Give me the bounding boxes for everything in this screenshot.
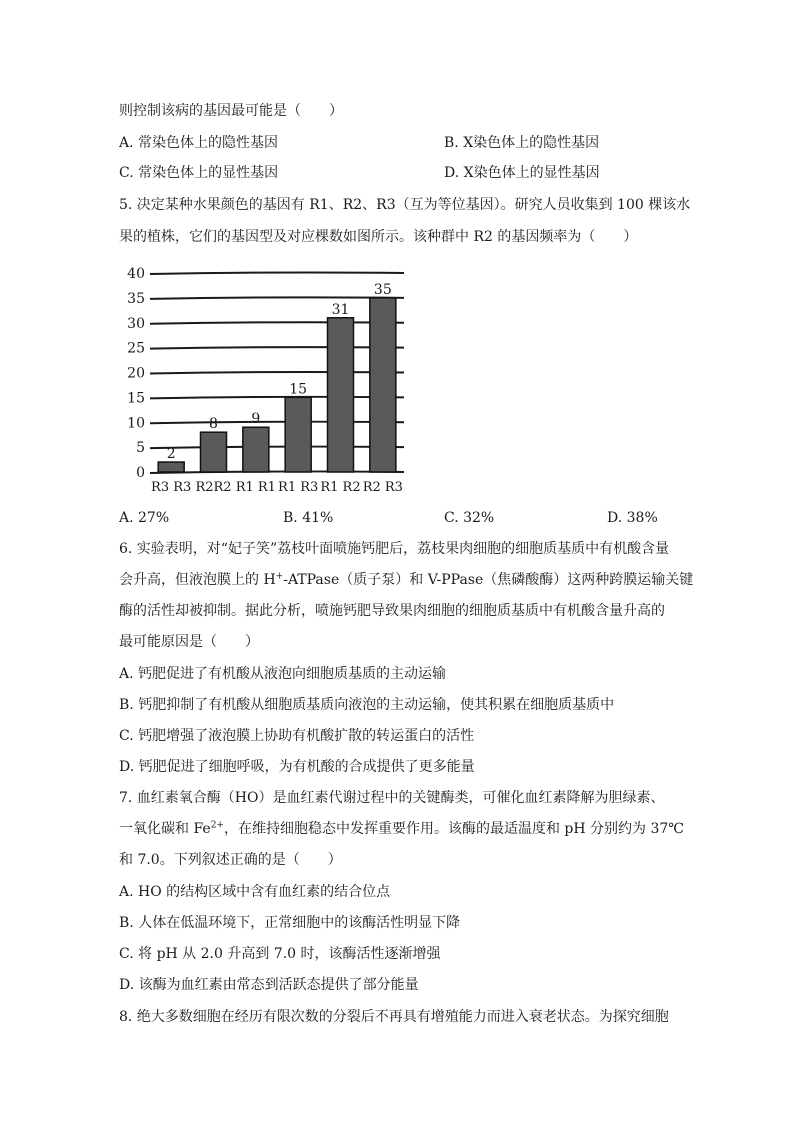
bar-value-label: 8 — [209, 416, 218, 433]
x-tick-label: R2 R3 — [362, 480, 403, 495]
chart-x-ticks — [151, 480, 403, 495]
q7-option-c: C. 将 pH 从 2.0 升高到 7.0 时，该酶活性逐渐增强 — [119, 946, 441, 962]
q6-stem-line1: 6. 实验表明，对“妃子笑”荔枝叶面喷施钙肥后，荔枝果肉细胞的细胞质基质中有机酸含量 — [119, 541, 670, 557]
gridline — [150, 471, 404, 473]
q4-option-a: A. 常染色体上的隐性基因 — [119, 135, 279, 151]
gridline — [150, 297, 404, 299]
q7-stem-line2 — [119, 819, 684, 839]
q6-option-b: B. 钙肥抑制了有机酸从细胞质基质向液泡的主动运输，使其积累在细胞质基质中 — [119, 697, 615, 713]
q4-option-b: B. X染色体上的隐性基因 — [444, 135, 600, 151]
q7-stem-line2-part1: 一氧化碳和 Fe — [119, 821, 211, 837]
q7-stem-line1: 7. 血红素氧合酶（HO）是血红素代谢过程中的关键酶类，可催化血红素降解为胆绿素、 — [119, 790, 665, 806]
gridline — [150, 397, 404, 399]
chart-bar — [201, 432, 227, 472]
q6-stem-line2 — [119, 570, 693, 590]
bar-value-label: 31 — [331, 301, 350, 318]
gridline — [150, 422, 404, 424]
q5-stem-line2: 果的植株，它们的基因型及对应棵数如图所示。该种群中 R2 的基因频率为（ ） — [119, 229, 638, 245]
q6-stem-line3: 酶的活性却被抑制。据此分析，喷施钙肥导致果肉细胞的细胞质基质中有机酸含量升高的 — [119, 603, 665, 619]
chart-bar — [370, 298, 396, 472]
q6-option-d: D. 钙肥促进了细胞呼吸，为有机酸的合成提供了更多能量 — [119, 759, 475, 775]
gridline — [150, 322, 404, 324]
chart-gridlines — [150, 272, 404, 473]
q6-stem-line2-part2: -ATPase（质子泵）和 V-PPase（焦磷酸酶）这两种跨膜运输关键 — [283, 572, 694, 588]
bar-value-label: 35 — [373, 281, 392, 298]
q6-stem-line2-part1: 会升高，但液泡膜上的 H — [119, 572, 276, 588]
chart-bar — [158, 462, 184, 472]
q7-superscript-2plus: 2+ — [210, 820, 224, 831]
q7-option-d: D. 该酶为血红素由常态到活跃态提供了部分能量 — [119, 977, 419, 993]
q7-stem-line3: 和 7.0。下列叙述正确的是（ ） — [119, 852, 342, 868]
q7-option-a: A. HO 的结构区域中含有血红素的结合位点 — [119, 884, 391, 900]
chart-y-ticks — [127, 266, 145, 481]
bar-value-label: 2 — [166, 446, 176, 463]
q5-option-c: C. 32% — [444, 510, 495, 526]
y-tick-label: 20 — [127, 365, 145, 382]
y-tick-label: 35 — [127, 290, 145, 307]
gridline — [150, 372, 404, 374]
q6-option-c: C. 钙肥增强了液泡膜上协助有机酸扩散的转运蛋白的活性 — [119, 728, 475, 744]
genotype-bar-chart — [108, 258, 428, 498]
y-tick-label: 15 — [127, 390, 145, 407]
q5-option-d: D. 38% — [607, 510, 658, 526]
chart-bar — [285, 397, 311, 472]
x-tick-label: R1 R3 — [278, 480, 319, 495]
y-tick-label: 30 — [127, 315, 145, 332]
chart-bar — [243, 427, 269, 472]
q8-stem-line1: 8. 绝大多数细胞在经历有限次数的分裂后不再具有增殖能力而进入衰老状态。为探究细胞 — [119, 1009, 669, 1025]
gridline — [150, 272, 404, 274]
q7-option-b: B. 人体在低温环境下，正常细胞中的该酶活性明显下降 — [119, 915, 461, 931]
bar-value-label: 15 — [289, 381, 308, 398]
y-tick-label: 5 — [136, 440, 145, 457]
y-tick-label: 10 — [127, 415, 145, 432]
q5-option-a: A. 27% — [119, 510, 170, 526]
q4-option-d: D. X染色体上的显性基因 — [444, 165, 600, 181]
x-tick-label: R2R2 — [195, 480, 232, 495]
x-tick-label: R1 R2 — [320, 480, 361, 495]
gridline — [150, 447, 404, 449]
y-tick-label: 40 — [127, 266, 145, 282]
y-tick-label: 25 — [127, 340, 145, 357]
y-tick-label: 0 — [136, 465, 145, 481]
q5-stem-line1: 5. 决定某种水果颜色的基因有 R1、R2、R3（互为等位基因）。研究人员收集到 100 棵该水 — [119, 197, 691, 213]
q6-superscript-plus: + — [275, 571, 284, 582]
chart-bar — [328, 318, 354, 472]
bar-value-label: 9 — [251, 411, 261, 428]
q4-option-c: C. 常染色体上的显性基因 — [119, 165, 279, 181]
q5-option-b: B. 41% — [283, 510, 334, 526]
x-tick-label: R1 R1 — [235, 480, 276, 495]
gridline — [150, 347, 404, 349]
q4-stem-tail: 则控制该病的基因最可能是（ ） — [119, 103, 343, 119]
x-tick-label: R3 R3 — [151, 480, 192, 495]
q6-stem-line4: 最可能原因是（ ） — [119, 634, 259, 650]
q7-stem-line2-part2: ，在维持细胞稳态中发挥重要作用。该酶的最适温度和 pH 分别约为 37℃ — [223, 821, 684, 837]
q6-option-a: A. 钙肥促进了有机酸从液泡向细胞质基质的主动运输 — [119, 666, 447, 682]
